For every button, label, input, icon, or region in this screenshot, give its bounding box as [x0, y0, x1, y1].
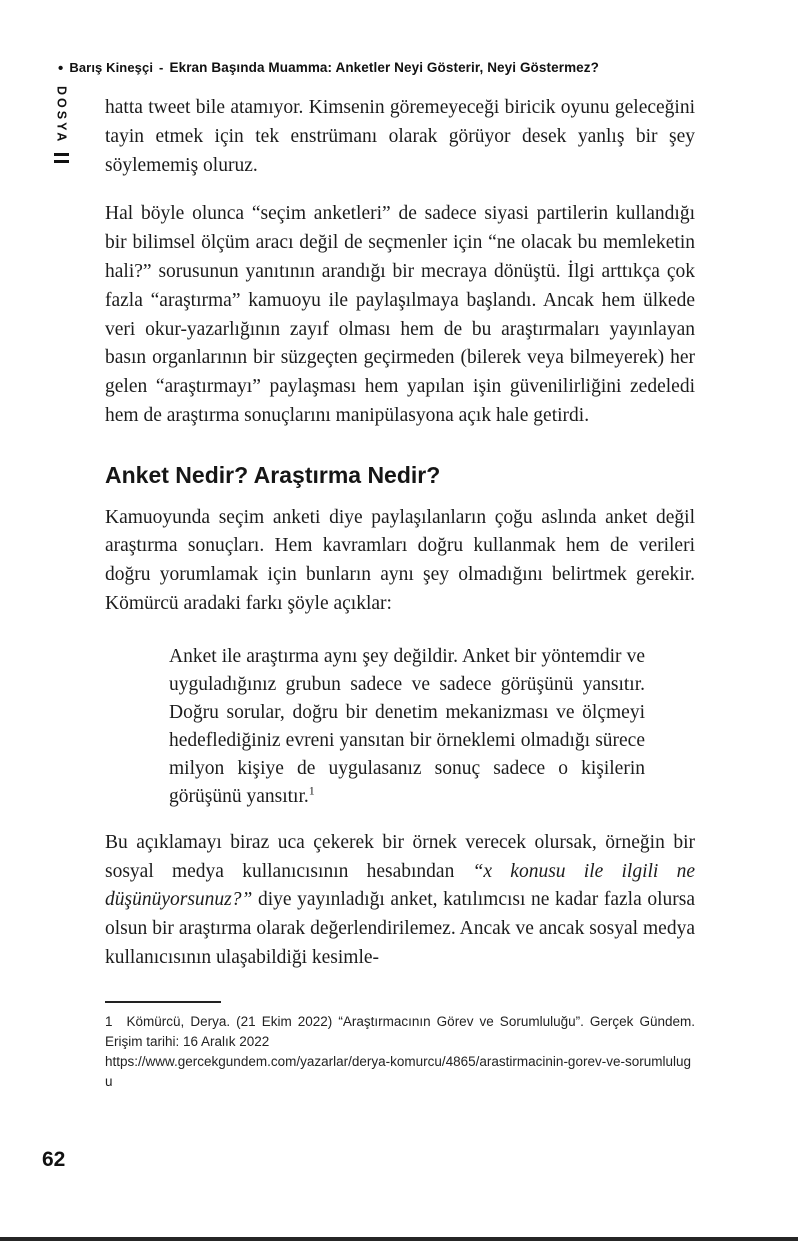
margin-section-label	[54, 86, 69, 163]
blockquote	[169, 643, 645, 811]
paragraph-4	[105, 829, 695, 973]
footnote-url: https://www.gercekgundem.com/yazarlar/derya-komurcu/4865/arastirmacinin-gorev-ve-sorumlulugu	[105, 1053, 691, 1089]
paragraph-1: hatta tweet bile atamıyor. Kimsenin göremeyeceği biricik oyunu geleceğini tayin etmek için tek enstrümanı olarak görüyor desek yanlış bir şey söylememiş oluruz.	[105, 97, 695, 176]
section-heading: Anket Nedir? Araştırma Nedir?	[105, 461, 441, 488]
paragraph-4-start: Bu açıklamayı biraz uca çekerek bir örnek verecek olursak, örneğin bir sosyal medya kullanıcısının hesabından	[105, 831, 695, 882]
dosya-label: DOSYA	[54, 86, 69, 145]
paragraph-4-italic-quote: “x konusu ile ilgili ne düşünüyorsunuz?”	[105, 860, 695, 911]
page-number: 62	[42, 1148, 66, 1171]
paragraph-3: Kamuoyunda seçim anketi diye paylaşılanların çoğu aslında anket değil araştırma sonuçları. Hem kavramları doğru kullanmak hem de verileri doğru yorumlamak için bunların aynı şey olmadığını belirtmek gerekir. Kömürcü aradaki farkı şöyle açıklar:	[105, 506, 695, 614]
header-bullet: •	[58, 60, 64, 77]
running-header	[58, 60, 758, 75]
header-author: Barış Kineşçi	[69, 60, 154, 75]
page-bottom-edge	[0, 1237, 798, 1241]
footnote-reference: 1	[308, 783, 315, 798]
footnote-citation-text: Kömürcü, Derya. (21 Ekim 2022) “Araştırmacının Görev ve Sorumluluğu”. Gerçek Gündem. Erişim tarihi: 16 Aralık 2022	[105, 1013, 695, 1049]
paragraph-2: Hal böyle olunca “seçim anketleri” de sadece siyasi partilerin kullandığı bir bilimsel ölçüm aracı değil de seçmenler için “ne olacak bu memleketin hali?” sorusunun yanıtının arandığı bir mecraya dönüştü. İlgi arttıkça çok fazla “araştırma” kamuoyu ile paylaşılmaya başlandı. Ancak hem ülkede veri okur-yazarlığının zayıf olması hem de bu araştırmaları yayınlayan basın organlarının bir süzgeçten geçirmeden (bilerek veya bilmeyerek) her gelen “araştırmayı” paylaşması hem yapılan işin güvenilirliğini zedeledi hem de araştırma sonuçlarını manipülasyona açık hale getirdi.	[105, 203, 695, 426]
footnote-citation	[105, 1012, 695, 1052]
marker-bar	[54, 153, 69, 156]
footnote-marker: 1	[105, 1013, 113, 1029]
body-text	[105, 94, 695, 1092]
chapter-title: Ekran Başında Muamma: Anketler Neyi Gösterir, Neyi Göstermez?	[169, 60, 599, 75]
footnote-rule	[105, 1001, 221, 1003]
footnote	[105, 1001, 695, 1092]
header-separator: -	[159, 60, 164, 75]
section-marker-bars	[54, 153, 69, 163]
quote-text: Anket ile araştırma aynı şey değildir. Anket bir yöntemdir ve uyguladığınız grubun sadece ve sadece görüşünü yansıtır. Doğru sorular, doğru bir denetim mekanizması ve ölçmeyi hedeflediğiniz evreni yansıtan bir örneklemi olmadığı sürece milyon kişiye de uygulasanız sonuç sadece o kişilerin görüşünü yansıtır.	[169, 645, 645, 807]
paragraph-4-end: diye yayınladığı anket, katılımcısı ne kadar fazla olursa olsun bir araştırma olarak değerlendirilemez. Ancak ve ancak sosyal medya kullanıcısının ulaşabildiği kesimle-	[105, 889, 695, 968]
marker-bar	[54, 160, 69, 163]
